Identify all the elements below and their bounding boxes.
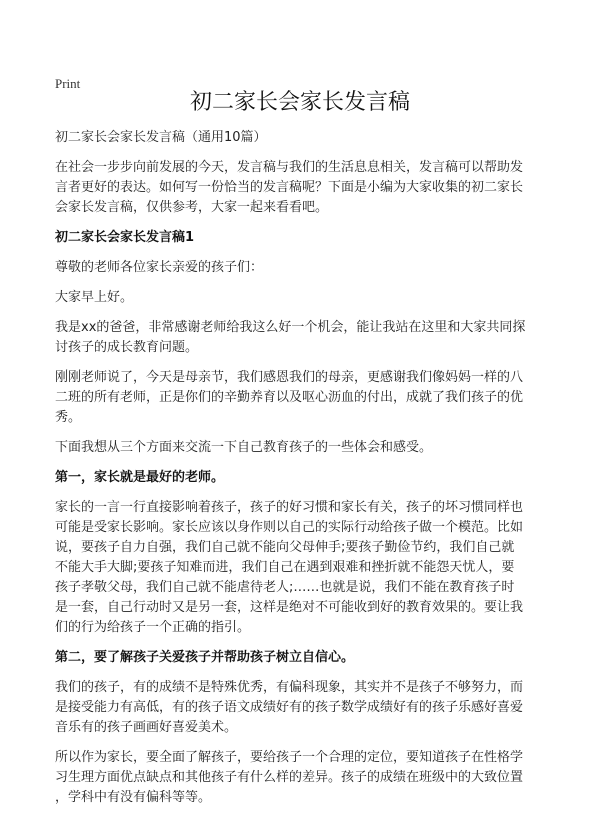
paragraph (55, 258, 545, 278)
text-line: 是接受能力有高低，有的孩子语文成绩好有的孩子数学成绩好有的孩子乐感好喜爱 (55, 700, 524, 715)
text-line: 尊敬的老师各位家长亲爱的孩子们： (55, 260, 264, 275)
text-line: 家长的一言一行直接影响着孩子，孩子的好习惯和家长有关，孩子的坏习惯同样也 (55, 500, 524, 515)
document-body (55, 86, 545, 818)
print-link[interactable]: Print (55, 76, 81, 91)
section-heading (55, 648, 545, 668)
text-line: 们的行为给孩子一个正确的指引。 (55, 620, 251, 635)
paragraph (55, 748, 545, 808)
paragraph (55, 318, 545, 358)
text-line: ，学科中有没有偏科等等。 (55, 790, 212, 805)
text-line: 刚刚老师说了，今天是母亲节，我们感恩我们的母亲，更感谢我们像妈妈一样的八 (55, 370, 524, 385)
text-line: 是一套，自己行动时又是另一套，这样是绝对不可能收到好的教育效果的。要让我 (55, 600, 524, 615)
text-line: 孩子孝敬父母，我们自己就不能虐待老人;……也就是说，我们不能在教育孩子时 (55, 580, 515, 595)
paragraph (55, 128, 545, 148)
text-line: 不能大手大脚;要孩子知难而进，我们自己在遇到艰难和挫折就不能怨天忧人，要 (55, 560, 515, 575)
page-title: 初二家长会家长发言稿 (189, 90, 410, 115)
paragraph (55, 678, 545, 738)
document-paragraphs (55, 128, 545, 808)
text-line: 在社会一步步向前发展的今天，发言稿与我们的生活息息相关，发言稿可以帮助发 (55, 160, 524, 175)
text-line: 下面我想从三个方面来交流一下自己教育孩子的一些体会和感受。 (55, 440, 433, 455)
text-line: 第二，要了解孩子关爱孩子并帮助孩子树立自信心。 (55, 650, 355, 665)
paragraph (55, 498, 545, 638)
text-line: 秀。 (55, 410, 82, 425)
text-line: 二班的所有老师，正是你们的辛勤养育以及呕心沥血的付出，成就了我们孩子的优 (55, 390, 524, 405)
section-heading (55, 468, 545, 488)
section-heading (55, 228, 545, 248)
text-line: 初二家长会家长发言稿（通用10篇） (55, 130, 267, 145)
paragraph (55, 368, 545, 428)
text-line: 言者更好的表达。如何写一份恰当的发言稿呢？下面是小编为大家收集的初二家长 (55, 180, 524, 195)
text-line: 会家长发言稿，仅供参考，大家一起来看看吧。 (55, 200, 329, 215)
text-line: 第一，家长就是最好的老师。 (55, 470, 225, 485)
text-line: 大家早上好。 (55, 290, 134, 305)
text-line: 所以作为家长，要全面了解孩子，要给孩子一个合理的定位，要知道孩子在性格学 (55, 750, 524, 765)
text-line: 我们的孩子，有的成绩不是特殊优秀，有偏科现象，其实并不是孩子不够努力，而 (55, 680, 524, 695)
text-line: 讨孩子的成长教育问题。 (55, 340, 199, 355)
text-line: 习生理方面优点缺点和其他孩子有什么样的差异。孩子的成绩在班级中的大致位置 (55, 770, 524, 785)
text-line: 初二家长会家长发言稿1 (55, 230, 195, 245)
text-line: 我是xx的爸爸，非常感谢老师给我这么好一个机会，能让我站在这里和大家共同探 (55, 320, 526, 335)
paragraph (55, 288, 545, 308)
text-line: 可能是受家长影响。家长应该以身作则以自己的实际行动给孩子做一个模范。比如 (55, 520, 524, 535)
paragraph (55, 438, 545, 458)
text-line: 音乐有的孩子画画好喜爱美术。 (55, 720, 238, 735)
paragraph (55, 158, 545, 218)
text-line: 说，要孩子自力自强，我们自己就不能向父母伸手;要孩子勤俭节约，我们自己就 (55, 540, 515, 555)
